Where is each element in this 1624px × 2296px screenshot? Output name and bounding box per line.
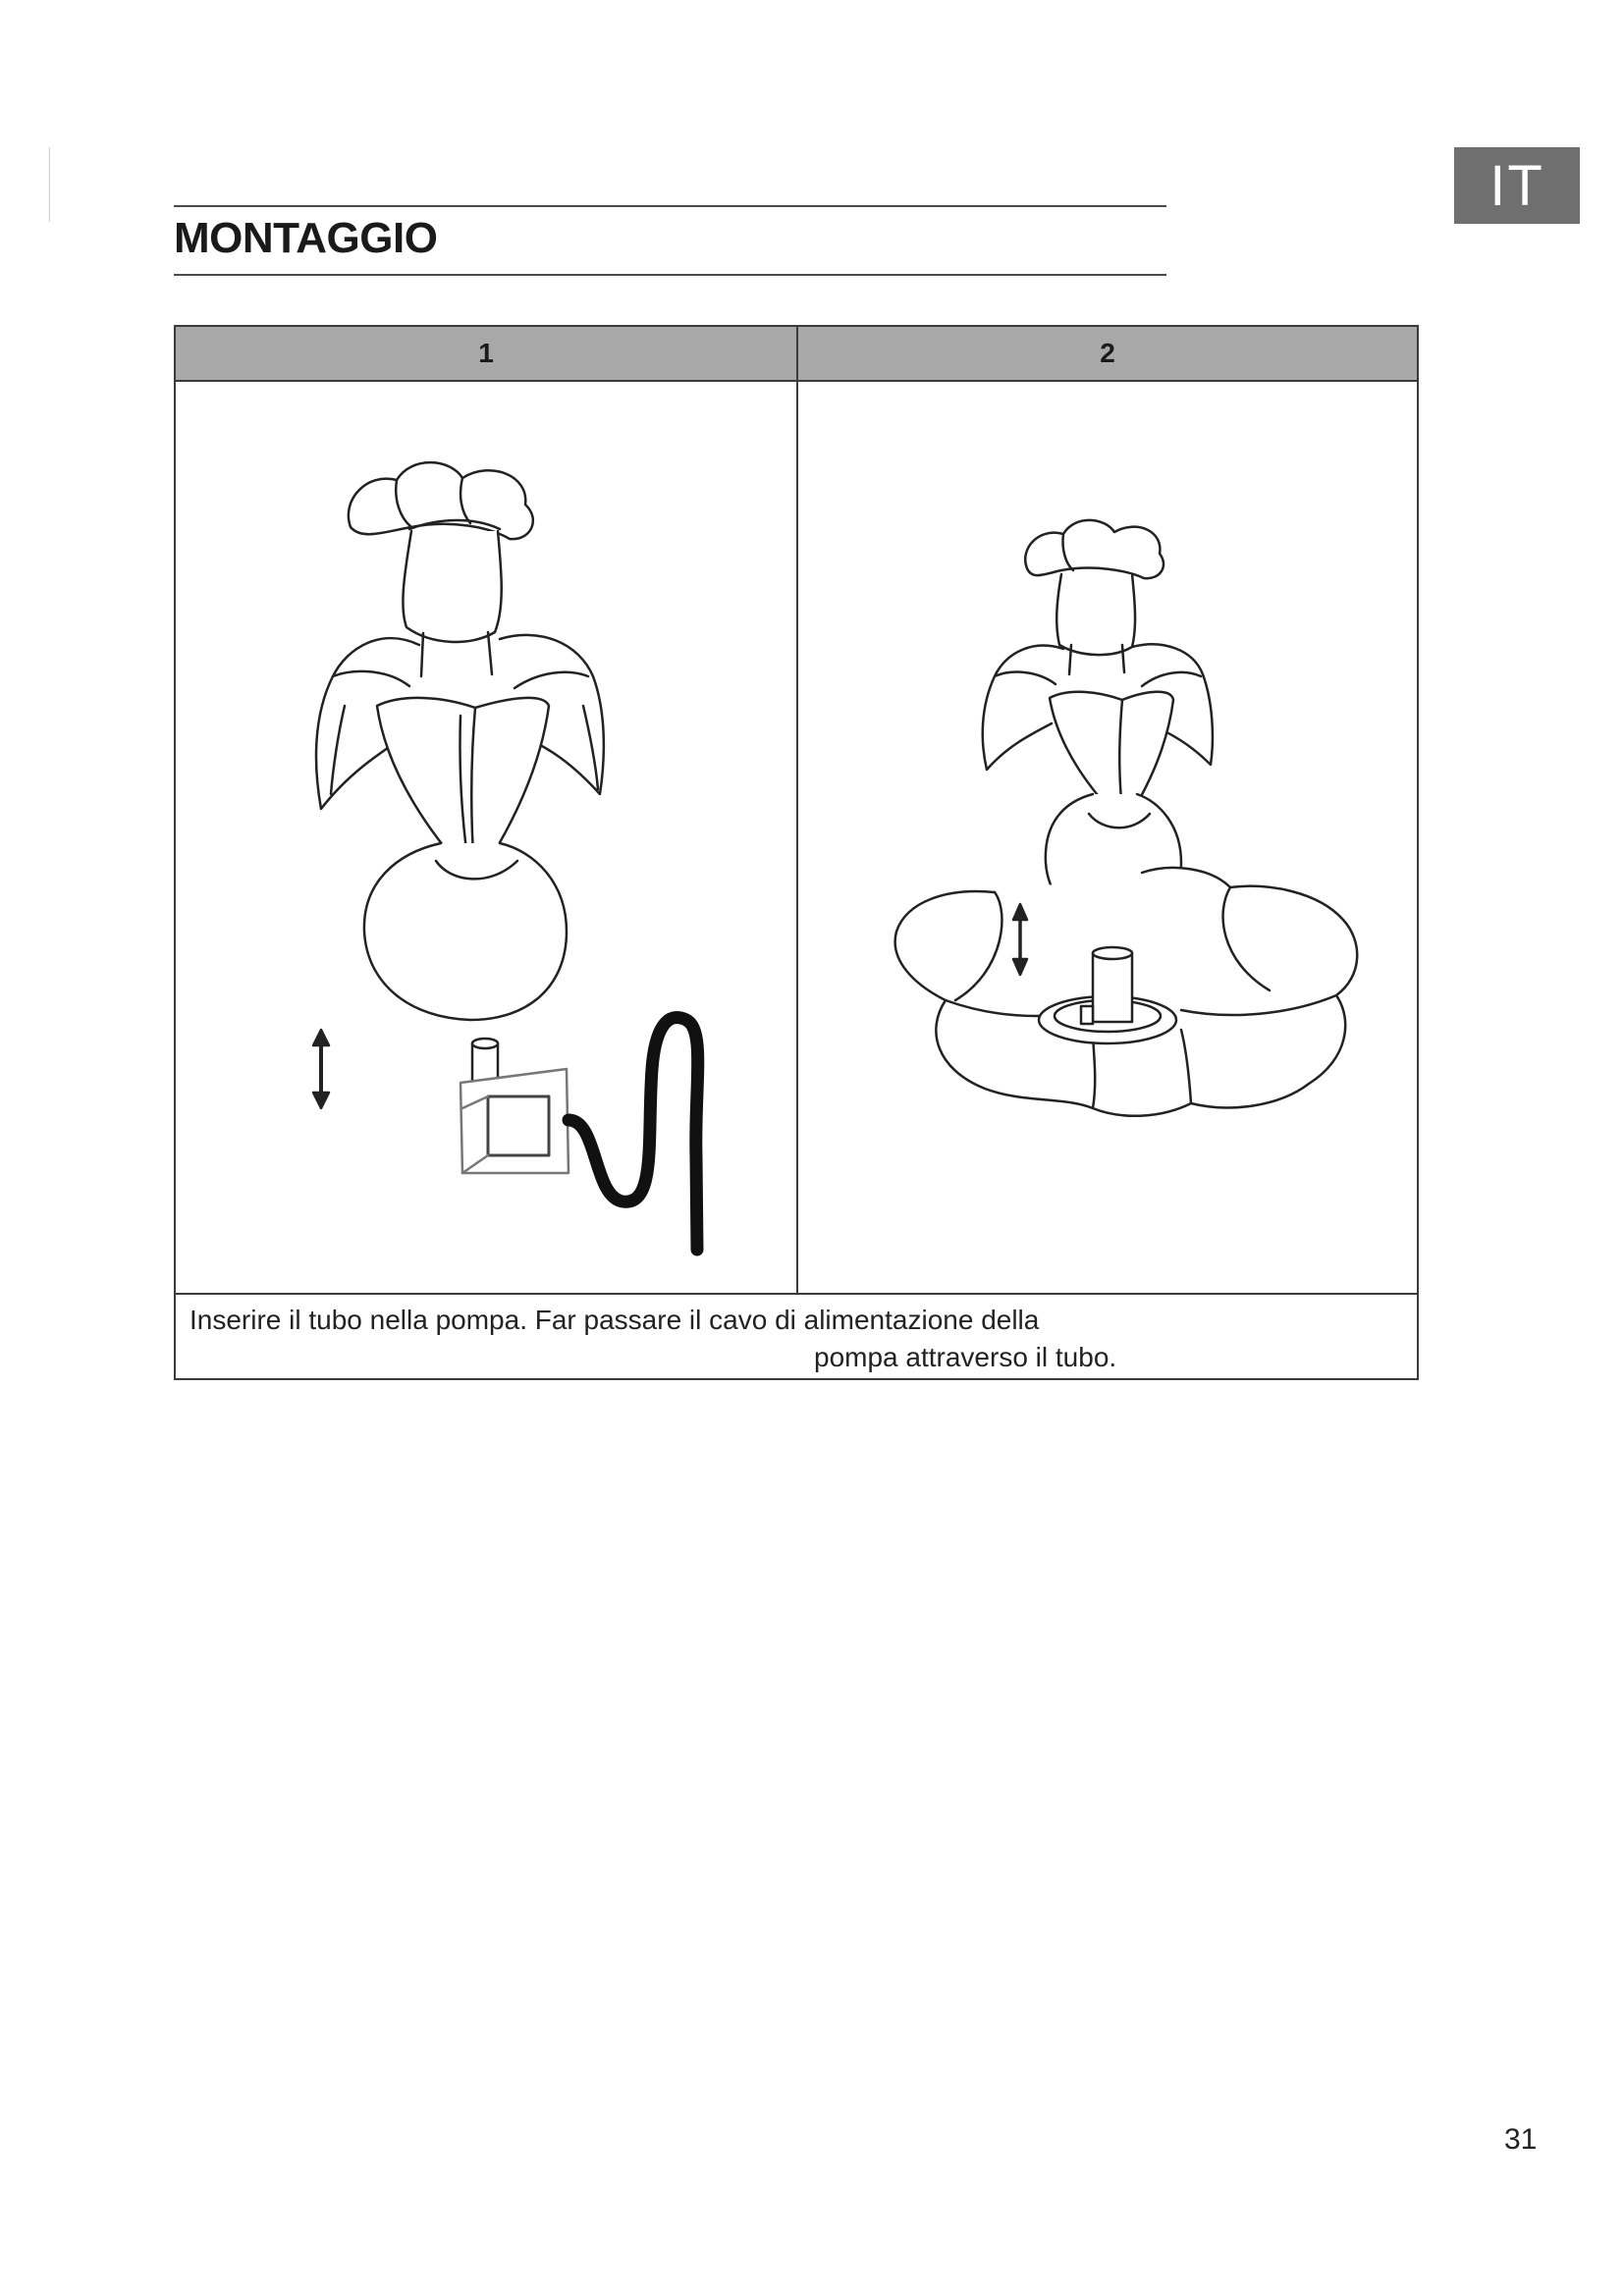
step-2-header: 2 <box>798 327 1417 382</box>
assembly-steps-table <box>174 325 1419 1380</box>
title-rule-top <box>174 205 1166 207</box>
page-number: 31 <box>1504 2123 1538 2156</box>
step-caption-line-2: pompa attraverso il tubo. <box>814 1342 1117 1372</box>
caption-row <box>176 1293 1417 1378</box>
title-rule-bottom <box>174 274 1166 276</box>
language-badge: IT <box>1454 147 1580 224</box>
step-caption-line-1: Inserire il tubo nella pompa. Far passare il cavo di alimentazione della <box>189 1305 1040 1335</box>
section-title: MONTAGGIO <box>174 214 438 262</box>
step-2-illustration <box>798 382 1417 1293</box>
step-1-illustration <box>176 382 796 1293</box>
step-1-header: 1 <box>176 327 798 382</box>
margin-line <box>49 147 50 222</box>
assembled-fountain-icon <box>798 382 1417 1293</box>
fountain-top-and-pump-icon <box>176 382 796 1293</box>
